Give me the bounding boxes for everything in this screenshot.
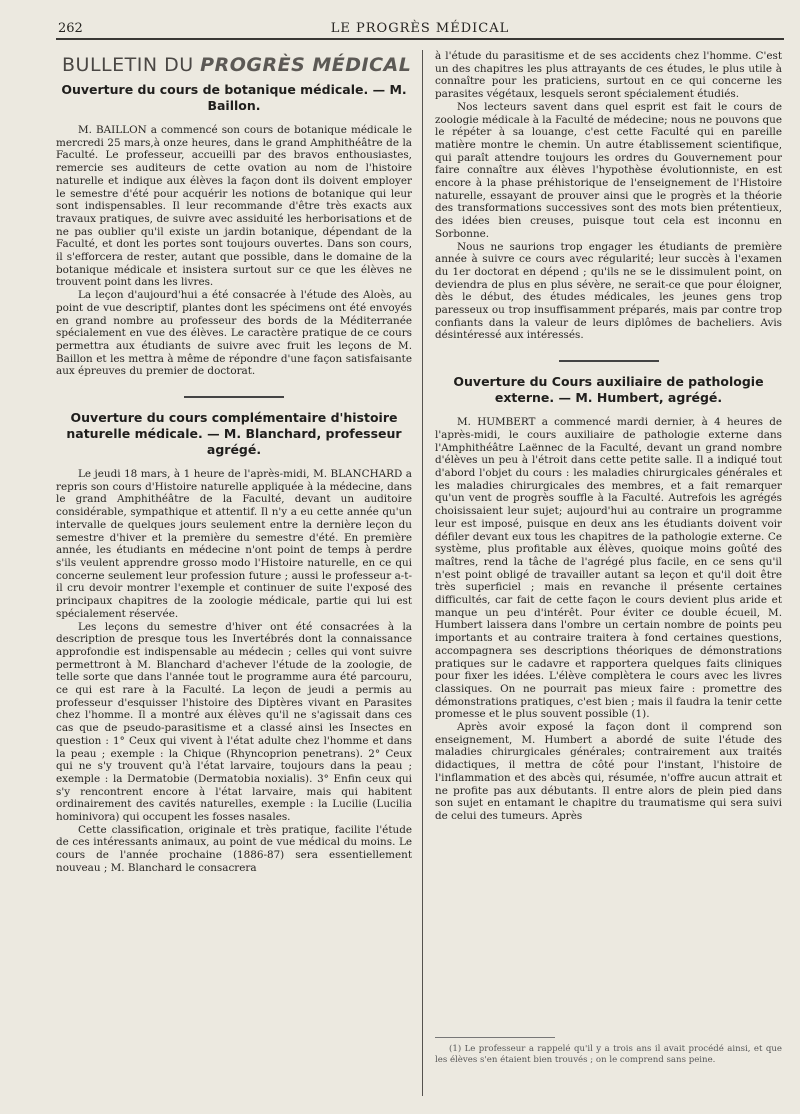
continuation-paragraph: Nous ne saurions trop engager les étudiants de première année à suivre ce cours avec régularité; leur succès à l'examen du 1er doctorat en dépend ; qu'ils ne se le dissimulent point, on deviendra de plus en plus sévère, ne serait-ce que pour éloigner, dès le début, des études médicales, les jeunes gens trop paresseux ou trop insuffisamment préparés, mais par contre trop confiants dans la valeur de leurs diplômes de bacheliers. Avis désintéressé aux intéressés. — [435, 240, 782, 342]
footnote: (1) Le professeur a rappelé qu'il y a trois ans il avait procédé ainsi, et que les élèves s'en étaient bien trouvés ; on le comprend sans peine. — [435, 1044, 782, 1066]
journal-title: LE PROGRÈS MÉDICAL — [330, 21, 510, 36]
continuation-paragraph: Nos lecteurs savent dans quel esprit est fait le cours de zoologie médicale à la Faculté de médecine; nous ne pouvons que le répéter à sa louange, c'est cette Faculté qui en pareille matière montre le chemin. Un autre établissement scientifique, qui paraît attendre toujours les ordres du Gouvernement pour faire connaître aux élèves l'hypothèse évolutionniste, en est encore à la phase préhistorique de l'enseignement de l'Histoire naturelle, essayant de prouver ainsi que le progrès et la théorie des transformations successives sont des mots bien prétentieux, des idées bien creuses, puisque tout cela est inconnu en Sorbonne. — [435, 100, 782, 240]
article1-paragraph: La leçon d'aujourd'hui a été consacrée à l'étude des Aloès, au point de vue descriptif, plantes dont les spécimens ont été envoyés en grand nombre au professeur des bords de la Méditerranée spécialement en vue des élèves. Le caractère pratique de ce cours permettra aux étudiants de suivre avec fruit les leçons de M. Baillon et les mettra à même de répondre d'une façon satisfaisante aux épreuves du premier de doctorat. — [56, 289, 412, 378]
article2-paragraph: Les leçons du semestre d'hiver ont été consacrées à la description de presque tous les Invertébrés dont la connaissance approfondie est indispensable au médecin ; celles qui vont suivre permettront à M. Blanchard d'achever l'étude de la zoologie, de telle sorte que dans l'année tout le programme aura été parcouru, ce qui est rare à la Faculté. La leçon de jeudi a permis au professeur d'esquisser l'histoire des Diptères vivant en Parasites chez l'homme. Il a montré aux élèves qu'il ne s'agissait dans ces cas que de pseudo-parasitisme et a classé ainsi les Insectes en question : 1° Ceux qui vivent à l'état adulte chez l'homme et dans la peau ; exemple : la Chique (Rhyncoprion penetrans). 2° Ceux qui ne s'y trouvent qu'à l'état larvaire, toujours dans la peau ; exemple : la Dermatobie (Dermatobia noxialis). 3° Enfin ceux qui s'y rencontrent encore à l'état larvaire, mais qui habitent ordinairement des cavités naturelles, exemple : la Lucilie (Lucilia hominivora) qui occupent les fosses nasales. — [56, 620, 412, 824]
article3-paragraph: M. HUMBERT a commencé mardi dernier, à 4 heures de l'après-midi, le cours auxiliaire de pathologie externe dans l'Amphithéâtre Laënnec de la Faculté, devant un grand nombre d'élèves un peu à l'étroit dans cette petite salle. Il a indiqué tout d'abord l'objet du cours : les maladies chirurgicales générales et les maladies chirurgicales des membres, et a fait remarquer qu'un vent de progrès souffle à la Faculté. Autrefois les agrégés choisissaient leur sujet; aujourd'hui au contraire un programme leur est imposé, puisque en deux ans les étudiants doivent voir défiler devant eux tous les chapitres de la pathologie externe. Ce système, plus profitable aux élèves, quoique moins goûté des maîtres, rend la tâche de l'agrégé plus facile, en ce sens qu'il n'est point obligé de travailler autant sa leçon et qu'il doit être très superficiel ; mais en revanche il présente certaines difficultés, car fait de cette façon le cours devient plus aride et manque un peu d'intérêt. Pour éviter ce double écueil, M. Humbert laissera dans l'ombre un certain nombre de points peu importants et au contraire traitera à fond certaines questions, accompagnera ses descriptions théoriques de démonstrations pratiques sur le cadavre et rapportera quelques faits cliniques pour fixer les idées. L'élève complètera le cours avec les livres classiques. On ne pourrait pas mieux faire : promettre des démonstrations pratiques, c'est bien ; mais il faudra la tenir cette promesse et le plus souvent possible (1). — [435, 416, 782, 721]
section-separator — [184, 396, 284, 398]
left-column — [56, 50, 422, 1096]
footnote-section — [435, 1037, 782, 1066]
section-separator — [559, 360, 659, 362]
right-column — [423, 50, 782, 1096]
running-header — [56, 16, 784, 40]
page-number: 262 — [58, 21, 83, 36]
bulletin-heading — [62, 54, 412, 76]
article1-paragraph: M. BAILLON a commencé son cours de botanique médicale le mercredi 25 mars,à onze heures, dans le grand Amphithéâtre de la Faculté. Le professeur, accueilli par des bravos enthousiastes, remercie ses auditeurs de cette ovation au nom de l'histoire naturelle et indique aux élèves la façon dont ils doivent employer le semestre d'été pour acquérir les notions de botanique qui leur sont indispensables. Il leur recommande d'être très exacts aux travaux pratiques, de suivre avec assiduité les herborisations et de ne pas oublier qu'il existe un jardin botanique, dépendant de la Faculté, et dont les portes sont toujours ouvertes. Dans son cours, il s'efforcera de rester, autant que possible, dans le domaine de la botanique médicale et insistera surtout sur ce que les élèves ne trouvent point dans les livres. — [56, 124, 412, 289]
bulletin-prefix: BULLETIN DU — [62, 54, 194, 76]
two-column-body — [56, 50, 782, 1096]
article2-paragraph: Le jeudi 18 mars, à 1 heure de l'après-midi, M. BLANCHARD a repris son cours d'Histoire naturelle appliquée à la médecine, dans le grand Amphithéâtre de la Faculté, devant un auditoire considérable, sympathique et attentif. Il n'y a eu cette année qu'un intervalle de quelques jours seulement entre la dernière leçon du semestre d'hiver et la première du semestre d'été. En première année, les étudiants en médecine n'ont point de temps à perdre s'ils veulent apprendre grosso modo l'Histoire naturelle, en ce qui concerne seulement leur profession future ; aussi le professeur a-t-il cru devoir montrer l'exemple et continuer de suite l'exposé des principaux chapitres de la zoologie médicale, partie qui lui est spécialement réservée. — [56, 468, 412, 620]
continuation-paragraph: à l'étude du parasitisme et de ses accidents chez l'homme. C'est un des chapitres les plus attrayants de ces études, le plus utile à connaître pour les praticiens, surtout en ce qui concerne les parasites végétaux, lesquels seront spécialement étudiés. — [435, 50, 782, 101]
bulletin-name: PROGRÈS MÉDICAL — [200, 54, 412, 76]
article3-paragraph: Après avoir exposé la façon dont il comprend son enseignement, M. Humbert a abordé de suite l'étude des maladies chirurgicales générales; contrairement aux traités didactiques, il mettra de côté pour l'instant, l'histoire de l'inflammation et des abcès qui, résumée, n'offre aucun attrait et ne profite pas aux débutants. Il entre alors de plein pied dans son sujet en entamant le chapitre du traumatisme qui sera suivi de celui des tumeurs. Après — [435, 721, 782, 822]
article1-title: Ouverture du cours de botanique médicale. — M. Baillon. — [61, 82, 407, 113]
footnote-rule — [435, 1037, 555, 1038]
article2-title: Ouverture du cours complémentaire d'histoire naturelle médicale. — M. Blanchard, professeur agrégé. — [66, 410, 402, 458]
article2-paragraph: Cette classification, originale et très pratique, facilite l'étude de ces intéressants animaux, au point de vue médical du moins. Le cours de l'année prochaine (1886-87) sera essentiellement nouveau ; M. Blanchard le consacrera — [56, 823, 412, 874]
article3-title: Ouverture du Cours auxiliaire de pathologie externe. — M. Humbert, agrégé. — [453, 374, 764, 406]
